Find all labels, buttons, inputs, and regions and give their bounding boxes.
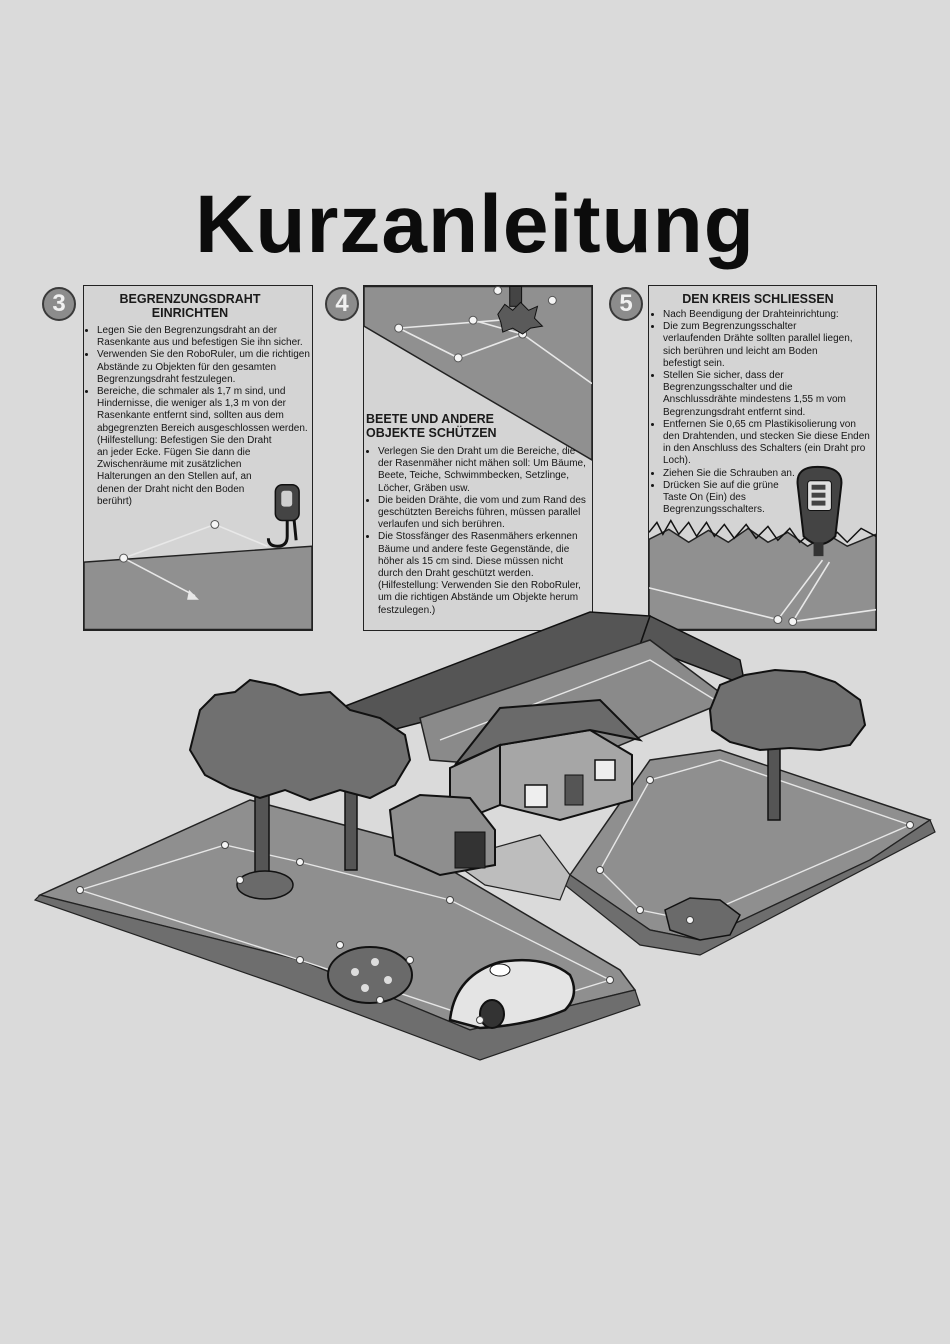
- step-3-bullet: • Bereiche, die schmaler als 1,7 m sind, und Hindernisse, die weniger als 1,3 m von der Rasenkante entfernt sind, sollten aus dem abgegrenzten Bereich ausgeschlossen werden.: [97, 386, 310, 435]
- step-5-bullet: • Nach Beendigung der Drahteinrichtung:: [663, 309, 872, 321]
- step-3-title-line-1: BEGRENZUNGSDRAHT: [119, 292, 261, 306]
- step-5-bullet: • Die zum Begrenzungsschalter verlaufenden Drähte sollten parallel liegen, sich berühren und leicht am Boden befestigt sein.: [663, 321, 853, 370]
- step-3-instructions: [86, 325, 310, 508]
- page-title: Kurzanleitung: [195, 179, 755, 270]
- step-3-title: [90, 292, 290, 320]
- step-5-instructions: [652, 309, 872, 516]
- flower-bed-icon: [328, 947, 412, 1003]
- step-3-note: (Hilfestellung: Befestigen Sie den Draht an jeder Ecke. Fügen Sie dann die Zwischenräume mit zusätzlichen Halterungen an den Stellen auf, an denen der Draht nicht den Boden berührt): [97, 434, 272, 507]
- step-3-badge: 3: [42, 287, 76, 321]
- garden-overview-illustration: [0, 600, 950, 1160]
- step-4-bullet: • Die Stossfänger des Rasenmähers erkennen Bäume und andere feste Gegenstände, die höher als 15 cm sind. Diese müssen nicht durch den Draht geschützt werden.: [378, 531, 589, 580]
- step-5-bullet: • Entfernen Sie 0,65 cm Plastikisolierung von den Drahtenden, und stecken Sie diese Enden in den Anschluss des Schalters (ein Draht pro Loch).: [663, 419, 872, 468]
- step-3-bullet: • Legen Sie den Begrenzungsdraht an der Rasenkante aus und befestigen Sie ihn sicher.: [97, 325, 310, 349]
- step-4-note: (Hilfestellung: Verwenden Sie den RoboRuler, um die richtigen Abstände um Objekte herum festzulegen.): [378, 580, 581, 616]
- step-4-title-line-2: OBJEKTE SCHÜTZEN: [366, 426, 497, 440]
- step-4-badge: 4: [325, 287, 359, 321]
- step-4-title-line-1: BEETE UND ANDERE: [366, 412, 495, 426]
- step-3-title-line-2: EINRICHTEN: [151, 306, 229, 320]
- step-5-bullet: • Drücken Sie auf die grüne Taste On (Ein) des Begrenzungsschalters.: [663, 480, 783, 517]
- step-4-instructions: [367, 446, 589, 617]
- step-5-title: DEN KREIS SCHLIESSEN: [682, 292, 834, 306]
- step-4-bullet: • Die beiden Drähte, die vom und zum Rand des geschützten Bereichs führen, müssen parallel verlaufen und sich berühren.: [378, 495, 589, 532]
- step-4-title: [366, 412, 536, 440]
- step-5-badge: 5: [609, 287, 643, 321]
- step-3-bullet: • Verwenden Sie den RoboRuler, um die richtigen Abstände zu Objekten für den gesamten Begrenzungsdraht festzulegen.: [97, 349, 310, 386]
- step-5-bullet: • Ziehen Sie die Schrauben an.: [663, 468, 872, 480]
- step-4-bullet: • Verlegen Sie den Draht um die Bereiche, die der Rasenmäher nicht mähen soll: Um Bäume, Beete, Teiche, Schwimmbecken, Setzlinge, Löcher, Gräben usw.: [378, 446, 589, 495]
- step-5-bullet: • Stellen Sie sicher, dass der Begrenzungsschalter und die Anschlussdrähte mindestens 1,55 m vom Begrenzungsdraht entfernt sind.: [663, 370, 863, 419]
